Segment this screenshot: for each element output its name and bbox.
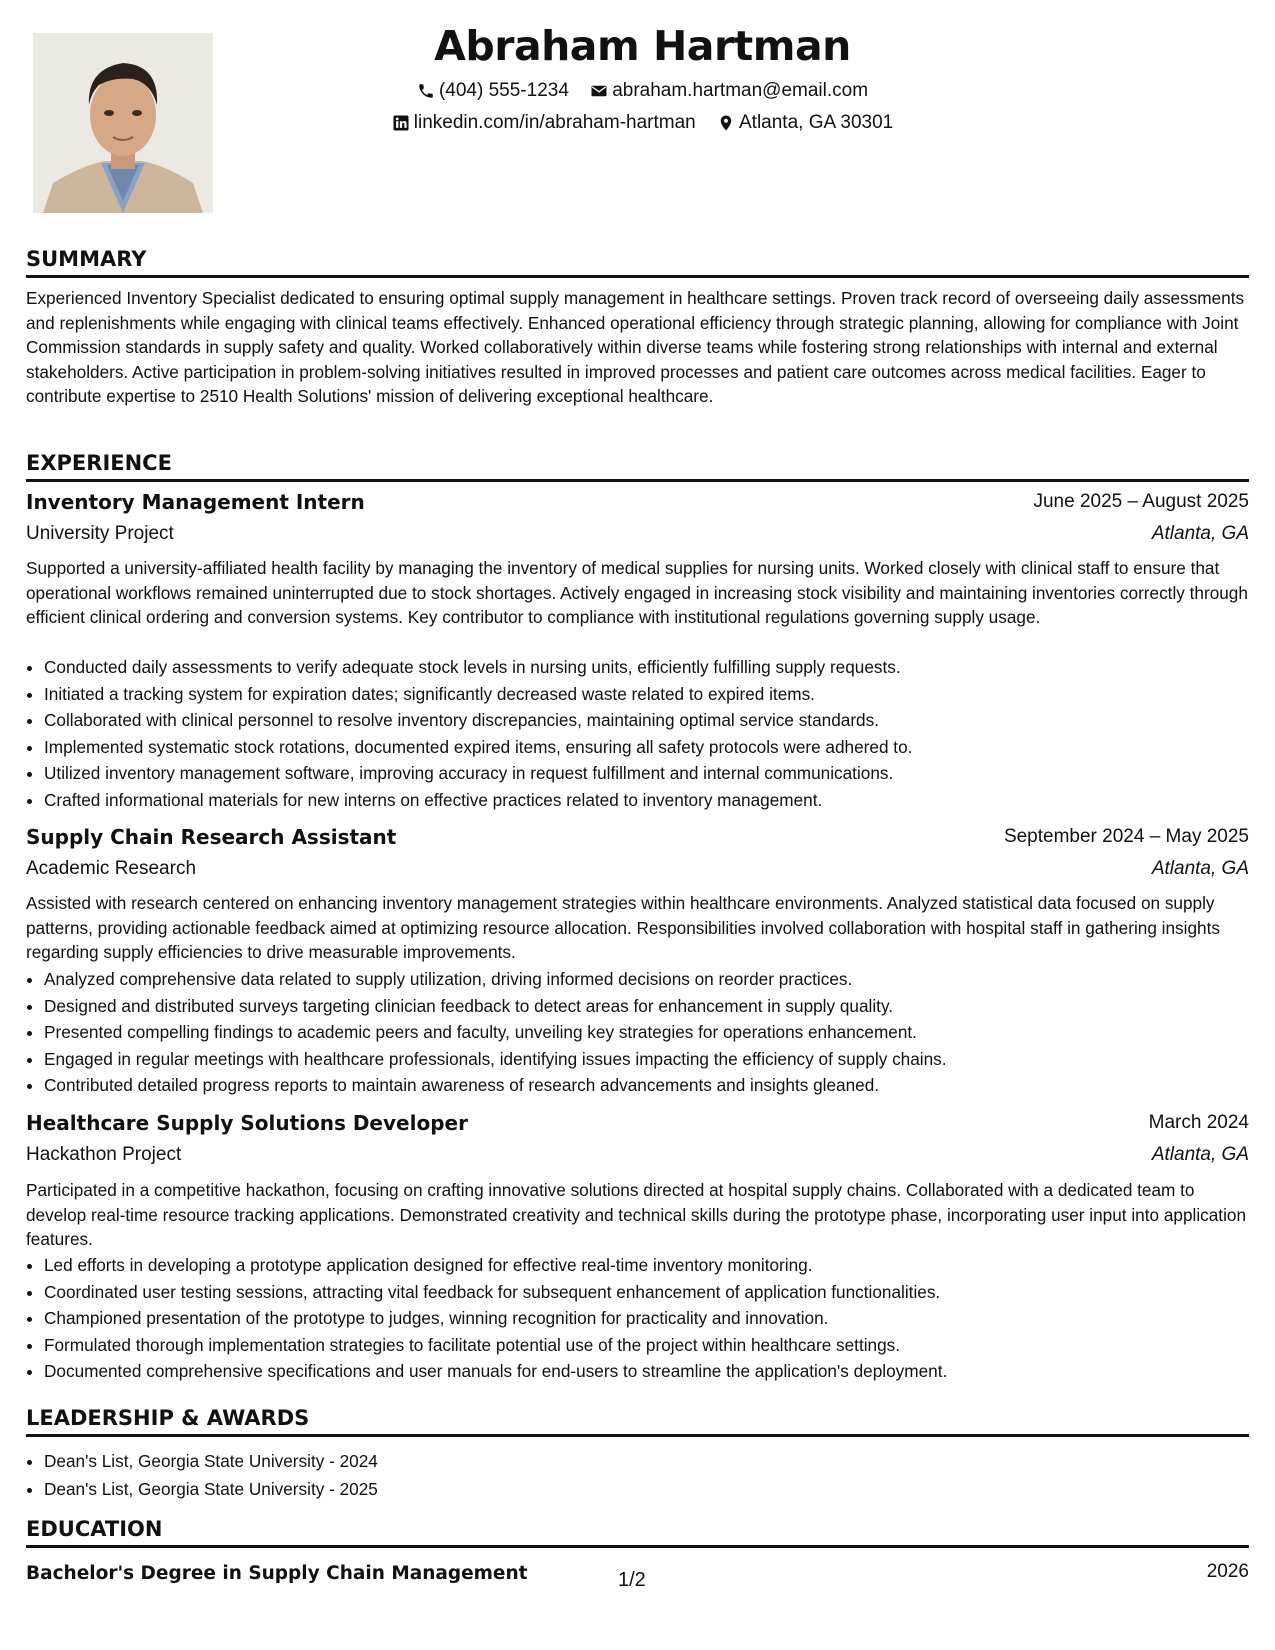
job-title: Inventory Management Intern: [26, 490, 365, 514]
list-item: • Collaborated with clinical personnel to resolve inventory discrepancies, maintaining optimal service standards.: [44, 707, 1269, 734]
job-organization: Academic Research: [26, 858, 197, 879]
list-item: • Coordinated user testing sessions, attracting vital feedback for subsequent enhancement of application functionalities.: [44, 1279, 1269, 1306]
page-number: 1/2: [618, 1569, 646, 1591]
list-item: • Led efforts in developing a prototype application designed for effective real-time inventory monitoring.: [44, 1252, 1269, 1279]
list-item: • Crafted informational materials for new interns on effective practices related to inventory management.: [44, 787, 1269, 814]
leadership-heading: LEADERSHIP & AWARDS: [26, 1405, 1249, 1437]
phone-contact[interactable]: [417, 80, 569, 102]
job-description: Supported a university-affiliated health facility by managing the inventory of medical supplies for nursing units. Worked closely with clinical staff to ensure that operational workflows remained uninterrupted due to stock shortages. Actively engaged in increasing stock visibility and maintaining inventories correctly through efficient clinical ordering and conversion systems. Key contributor to compliance with institutional regulations governing supply usage.: [26, 558, 1248, 627]
contact-row-primary: [0, 80, 1275, 106]
location-contact: [717, 112, 893, 134]
job-title: Supply Chain Research Assistant: [26, 825, 397, 849]
job-dates: March 2024: [1148, 1112, 1249, 1133]
list-item: • Presented compelling findings to academic peers and faculty, unveiling key strategies for operations enhancement.: [44, 1019, 1269, 1046]
job-location: Atlanta, GA: [1151, 1144, 1249, 1165]
list-item: • Utilized inventory management software, improving accuracy in request fulfillment and internal communications.: [44, 760, 1269, 787]
list-item: • Analyzed comprehensive data related to supply utilization, driving informed decisions on reorder practices.: [44, 966, 1269, 993]
phone-text: (404) 555-1234: [438, 80, 569, 101]
list-item: • Designed and distributed surveys targeting clinician feedback to detect areas for enhancement in supply quality.: [44, 993, 1269, 1020]
job-description: Participated in a competitive hackathon, focusing on crafting innovative solutions directed at hospital supply chains. Collaborated with a dedicated team to develop real-time resource tracking applications. Demonstrated creativity and technical skills during the prototype phase, incorporating user input into application features.: [26, 1180, 1247, 1249]
summary-text: Experienced Inventory Specialist dedicated to ensuring optimal supply management in healthcare settings. Proven track record of overseeing daily assessments and replenishments while engaging with clinical teams effectively. Enhanced operational efficiency through strategic planning, allowing for compliance with Joint Commission standards in supply safety and quality. Worked collaboratively within diverse teams while fostering strong relationships with internal and external stakeholders. Active participation in problem-solving initiatives resulted in improved processes and patient care outcomes across medical facilities. Eager to contribute expertise to 2510 Health Solutions' mission of delivering exceptional healthcare.: [26, 288, 1245, 406]
email-contact[interactable]: [590, 80, 868, 102]
location-text: Atlanta, GA 30301: [739, 112, 894, 133]
job-organization: University Project: [26, 523, 174, 544]
candidate-name: Abraham Hartman: [434, 22, 851, 70]
linkedin-text: linkedin.com/in/abraham-hartman: [413, 112, 696, 133]
list-item: • Implemented systematic stock rotations, documented expired items, ensuring all safety protocols were adhered to.: [44, 734, 1269, 761]
list-item: • Engaged in regular meetings with healthcare professionals, identifying issues impacting the efficiency of supply chains.: [44, 1046, 1269, 1073]
leadership-list: [26, 1447, 1269, 1503]
envelope-icon: [590, 82, 608, 100]
job-location: Atlanta, GA: [1151, 858, 1249, 879]
job-bullets: [26, 654, 1269, 814]
list-item: • Initiated a tracking system for expiration dates; significantly decreased waste related to expired items.: [44, 681, 1269, 708]
job-dates: June 2025 – August 2025: [1033, 491, 1249, 512]
list-item: • Dean's List, Georgia State University - 2025: [44, 1475, 1269, 1503]
linkedin-contact[interactable]: [392, 112, 696, 134]
contact-row-secondary: [0, 112, 1275, 138]
linkedin-icon: [392, 114, 410, 132]
education-degree: Bachelor's Degree in Supply Chain Management: [26, 1563, 528, 1584]
list-item: • Conducted daily assessments to verify adequate stock levels in nursing units, efficiently fulfilling supply requests.: [44, 654, 1269, 681]
experience-heading: EXPERIENCE: [26, 450, 1249, 482]
job-bullets: [26, 966, 1269, 1099]
map-pin-icon: [717, 114, 735, 132]
job-location: Atlanta, GA: [1151, 523, 1249, 544]
education-heading: EDUCATION: [26, 1516, 1249, 1548]
list-item: • Dean's List, Georgia State University - 2024: [44, 1447, 1269, 1475]
job-description: Assisted with research centered on enhancing inventory management strategies within healthcare environments. Analyzed statistical data focused on supply patterns, providing actionable feedback aimed at optimizing resource allocation. Responsibilities involved collaboration with hospital staff in gathering insights regarding supply efficiencies to drive measurable improvements.: [26, 893, 1220, 962]
summary-heading: SUMMARY: [26, 246, 1249, 278]
job-title: Healthcare Supply Solutions Developer: [26, 1111, 468, 1135]
job-bullets: [26, 1252, 1269, 1385]
email-text: abraham.hartman@email.com: [612, 80, 869, 101]
job-organization: Hackathon Project: [26, 1144, 182, 1165]
job-dates: September 2024 – May 2025: [1003, 826, 1249, 847]
list-item: • Championed presentation of the prototype to judges, winning recognition for practicality and innovation.: [44, 1305, 1269, 1332]
list-item: • Contributed detailed progress reports to maintain awareness of research advancements and insights gleaned.: [44, 1072, 1269, 1099]
list-item: • Documented comprehensive specifications and user manuals for end-users to streamline the application's deployment.: [44, 1358, 1269, 1385]
phone-icon: [417, 82, 435, 100]
list-item: • Formulated thorough implementation strategies to facilitate potential use of the project within healthcare settings.: [44, 1332, 1269, 1359]
education-year: 2026: [1206, 1561, 1249, 1582]
